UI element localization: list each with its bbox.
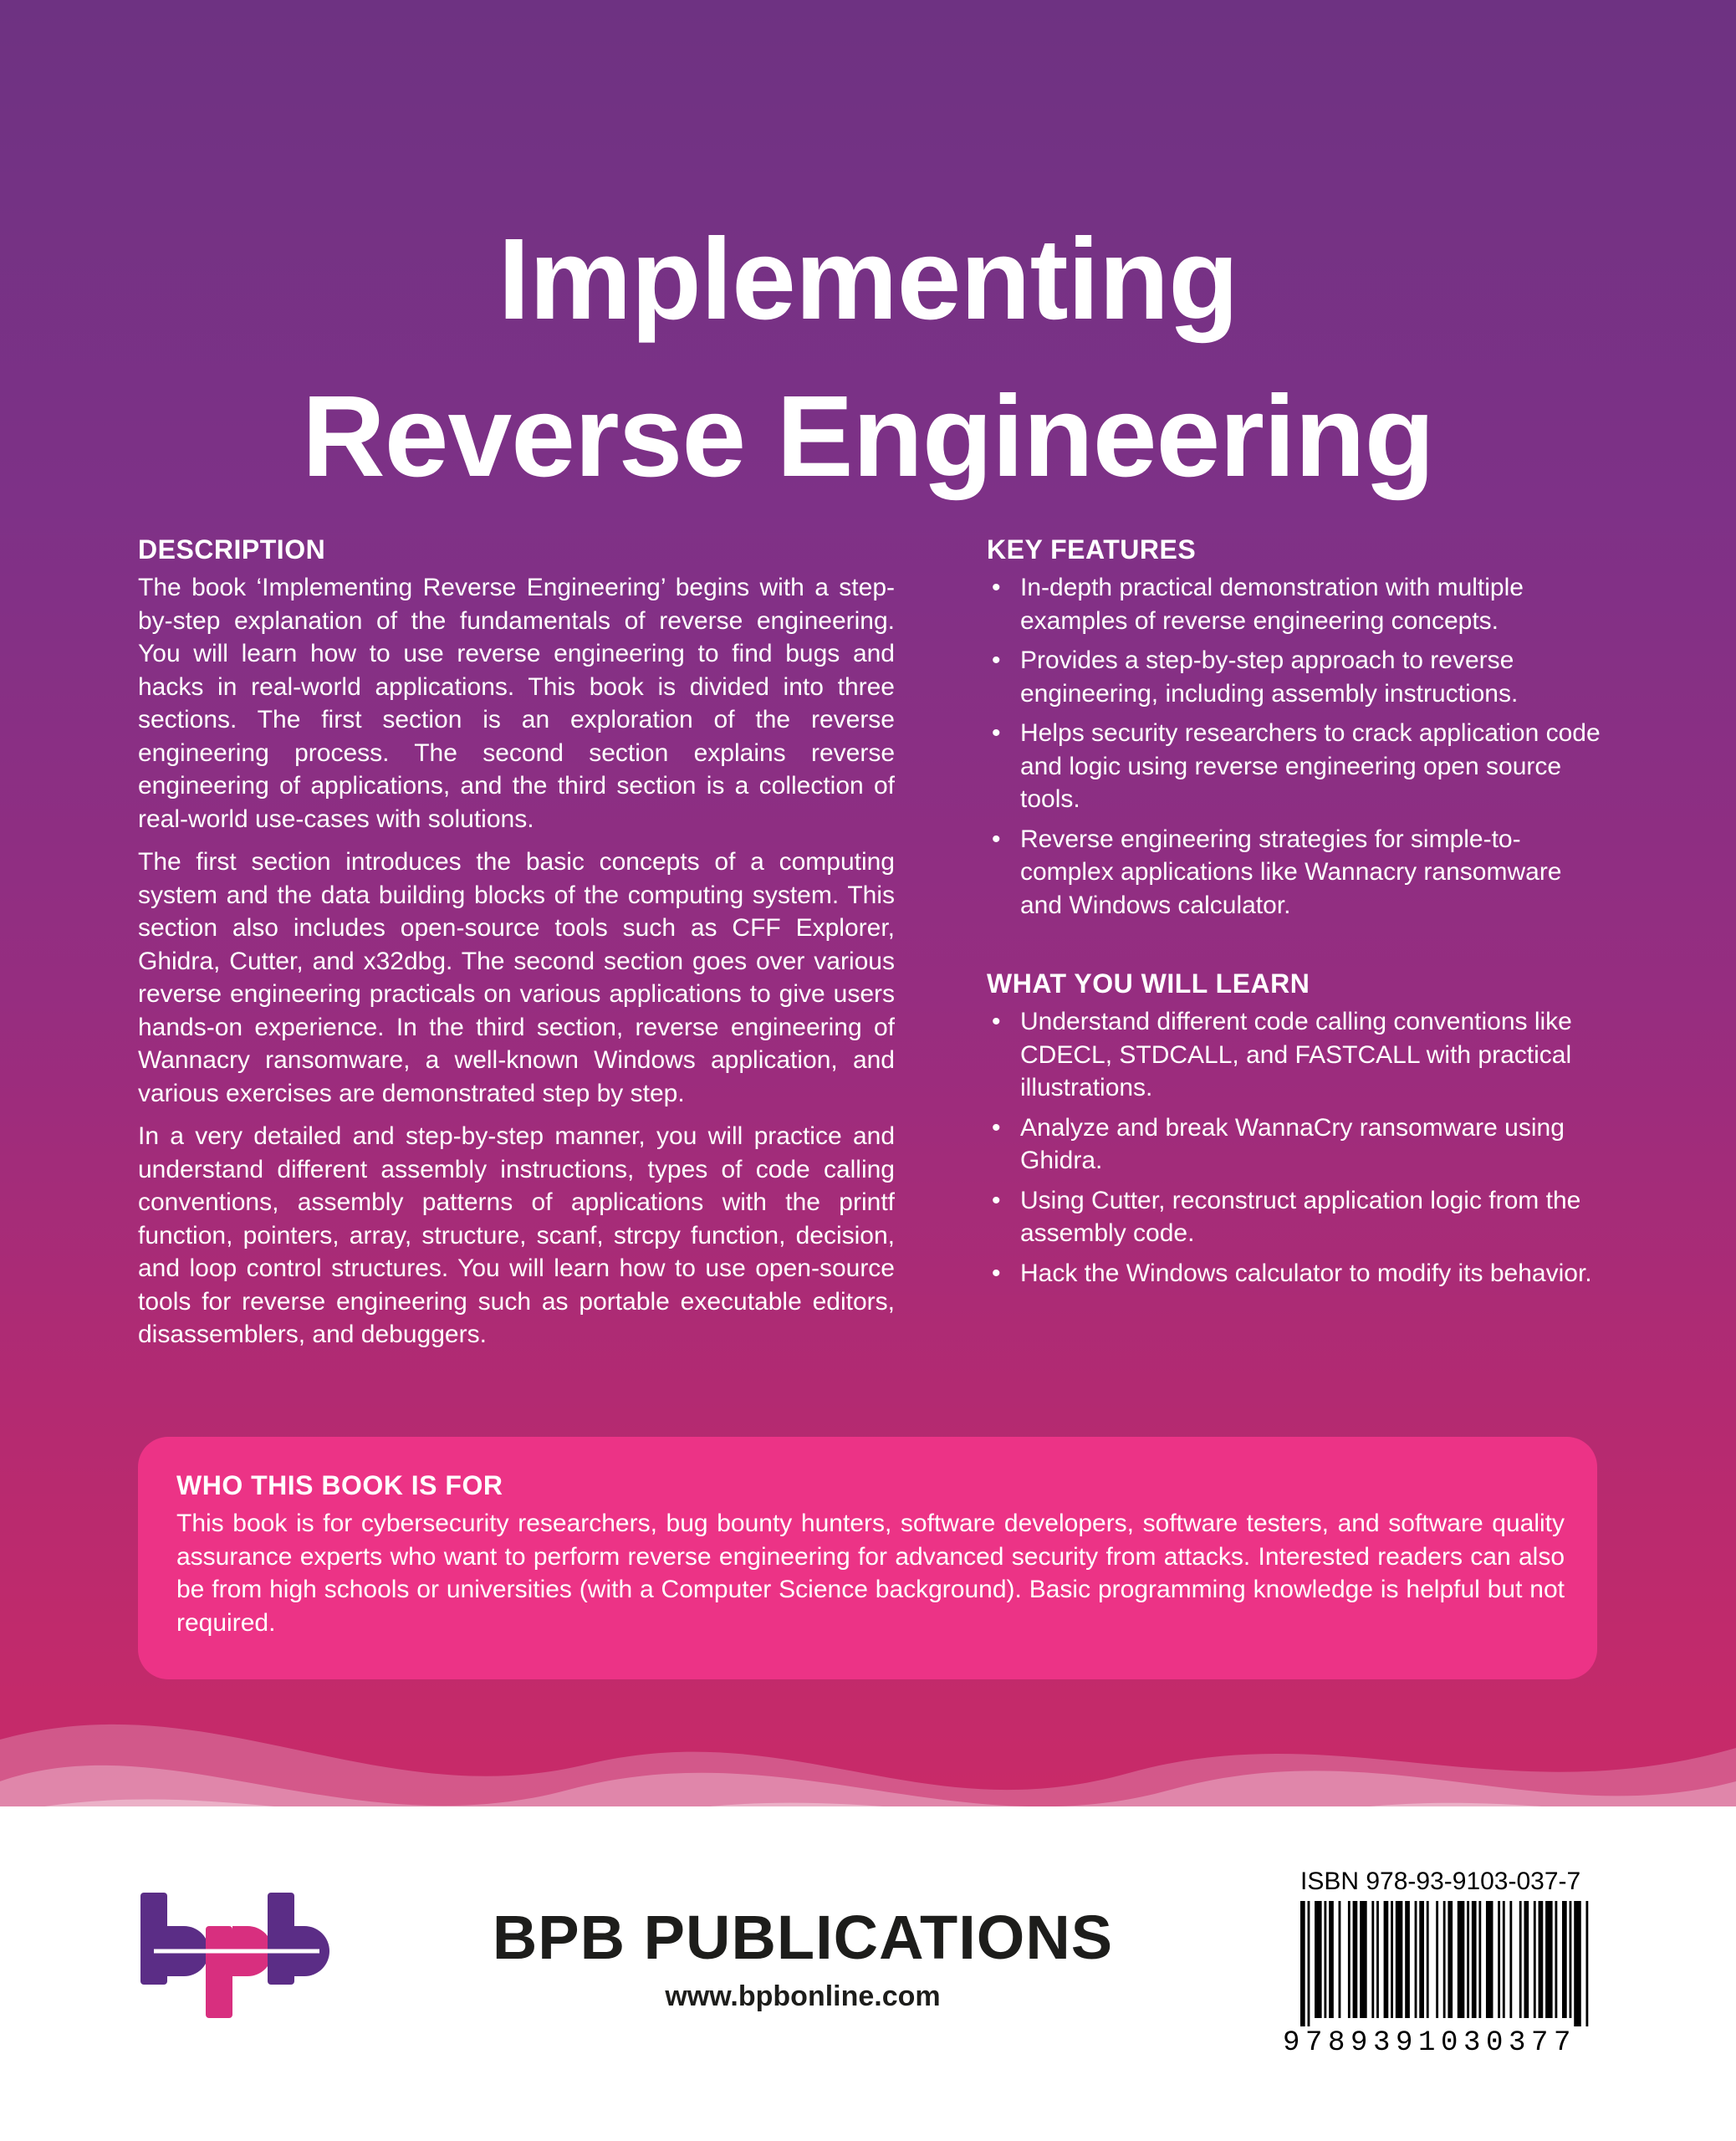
bullet-icon: • [992, 1259, 1001, 1287]
what-you-will-learn-heading: WHAT YOU WILL LEARN [987, 968, 1310, 999]
barcode-bar [1308, 1901, 1310, 2026]
title-line-1: Implementing [498, 215, 1238, 344]
barcode-icon [1300, 1901, 1593, 2026]
barcode-bar [1348, 1901, 1351, 2018]
list-item [987, 717, 1606, 816]
list-item [987, 823, 1606, 922]
description-paragraph-3: In a very detailed and step-by-step manner, you will practice and understand different assembly instructions, types of code calling conventions, assembly patterns of applications with the printf function, pointers, array, structure, scanf, strcpy function, decision, and loop control structures. You will learn how to use open-source tools for reverse engineering such as portable executable editors, disassemblers, and debuggers. [138, 1122, 895, 1348]
barcode-bar [1391, 1901, 1393, 2018]
list-item-text: Helps security researchers to crack application code and logic using reverse engineering open source tools. [1020, 719, 1601, 813]
barcode-bar [1570, 1901, 1572, 2018]
barcode-bar [1562, 1901, 1567, 2018]
isbn-label: ISBN 978-93-9103-037-7 [1300, 1868, 1581, 1895]
bullet-icon: • [992, 1186, 1001, 1214]
barcode-bar [1300, 1901, 1305, 2026]
bullet-icon: • [992, 1008, 1001, 1035]
book-title [0, 201, 1736, 515]
barcode-bar [1339, 1901, 1341, 2018]
description-paragraph-2: The first section introduces the basic concepts of a computing system and the data building blocks of the computing system. This section also includes open-source tools such as CFF Explorer, Ghidra, Cutter, and x32dbg. The second section goes over various reverse engineering practicals on various applications to give users hands-on experience. In the third section, reverse engineering of Wannacry ransomware, a well-known Windows application, and various exercises are demonstrated step by step. [138, 848, 895, 1107]
who-text: This book is for cybersecurity researchers, bug bounty hunters, software developers, software testers, and software quality assurance experts who want to perform reverse engineering for advanced security from attacks. Interested readers can also be from high schools or universities (with a Computer Science background). Basic programming knowledge is helpful but not required. [176, 1510, 1565, 1637]
barcode-bar [1458, 1901, 1465, 2018]
who-heading: WHO THIS BOOK IS FOR [176, 1470, 503, 1500]
list-item [987, 1005, 1606, 1105]
barcode-bar [1539, 1901, 1544, 2018]
bullet-icon: • [992, 719, 1001, 747]
list-item [987, 571, 1606, 637]
barcode-bar [1585, 1901, 1588, 2026]
barcode-bar [1467, 1901, 1469, 2018]
title-line-2: Reverse Engineering [302, 372, 1434, 501]
who-this-book-is-for-box [138, 1437, 1597, 1679]
barcode-bar [1436, 1901, 1438, 2018]
bpb-logo-icon [134, 1886, 334, 2024]
barcode-bar [1360, 1901, 1367, 2018]
list-item [987, 644, 1606, 710]
publisher-website: www.bpbonline.com [665, 1980, 941, 2012]
barcode-bar [1405, 1901, 1410, 2018]
barcode-bar [1315, 1901, 1322, 2018]
barcode-bar [1396, 1901, 1403, 2018]
key-features-heading: KEY FEATURES [987, 534, 1197, 565]
barcode-bar [1478, 1901, 1481, 2018]
list-item-text: Using Cutter, reconstruct application logic from the assembly code. [1020, 1186, 1581, 1247]
features-column [987, 531, 1606, 1315]
bullet-icon: • [992, 1113, 1001, 1142]
barcode-bar [1574, 1901, 1581, 2026]
key-features-list [987, 571, 1606, 922]
list-item-text: Understand different code calling conventions like CDECL, STDCALL, and FASTCALL with practical illustrations. [1020, 1008, 1572, 1101]
barcode-bar [1324, 1901, 1326, 2018]
description-section [138, 531, 895, 1362]
barcode-bar [1524, 1901, 1529, 2018]
list-item-text: Hack the Windows calculator to modify its behavior. [1020, 1259, 1592, 1287]
list-item-text: Analyze and break WannaCry ransomware using Ghidra. [1020, 1113, 1565, 1174]
bullet-icon: • [992, 825, 1001, 853]
learn-list [987, 1005, 1606, 1290]
barcode-bar [1376, 1901, 1379, 2018]
barcode-bar [1545, 1901, 1553, 2018]
barcode-bar [1509, 1901, 1512, 2018]
barcode-bar [1555, 1901, 1557, 2018]
barcode-bar [1486, 1901, 1493, 2018]
barcode-bar [1353, 1901, 1358, 2018]
barcode-bar [1519, 1901, 1522, 2018]
barcode-bar [1503, 1901, 1505, 2018]
list-item-text: In-depth practical demonstration with multiple examples of reverse engineering concepts. [1020, 574, 1524, 635]
barcode-bar [1427, 1901, 1429, 2018]
barcode-bar [1419, 1901, 1424, 2018]
barcode-bar [1384, 1901, 1389, 2018]
barcode-bar [1448, 1901, 1453, 2018]
barcode-bar [1443, 1901, 1446, 2018]
list-item-text: Provides a step-by-step approach to reverse engineering, including assembly instructions. [1020, 646, 1519, 708]
barcode-bar [1329, 1901, 1334, 2018]
list-item-text: Reverse engineering strategies for simple-to-complex applications like Wannacry ransomware and Windows calculator. [1020, 825, 1562, 919]
barcode-bar [1371, 1901, 1374, 2018]
publisher-name: BPB PUBLICATIONS [492, 1903, 1114, 1972]
list-item [987, 1111, 1606, 1178]
bullet-icon: • [992, 646, 1001, 674]
isbn-digits: 9789391030377 [1283, 2027, 1577, 2059]
bullet-icon: • [992, 574, 1001, 601]
barcode-bar [1534, 1901, 1536, 2018]
isbn-barcode [1279, 1863, 1601, 2077]
list-item [987, 1257, 1606, 1290]
list-item [987, 1184, 1606, 1250]
description-paragraph-1: The book ‘Implementing Reverse Engineering’ begins with a step-by-step explanation of the fundamentals of reverse engineering. You will learn how to use reverse engineering to find bugs and hacks in real-world applications. This book is divided into three sections. The first section is an exploration of the reverse engineering process. The second section explains reverse engineering of applications, and the third section is a collection of real-world use-cases with solutions. [138, 574, 895, 833]
description-heading: DESCRIPTION [138, 534, 326, 565]
barcode-bar [1472, 1901, 1477, 2018]
barcode-bar [1415, 1901, 1417, 2018]
barcode-bar [1498, 1901, 1500, 2018]
who-box-content [176, 1467, 1565, 1639]
